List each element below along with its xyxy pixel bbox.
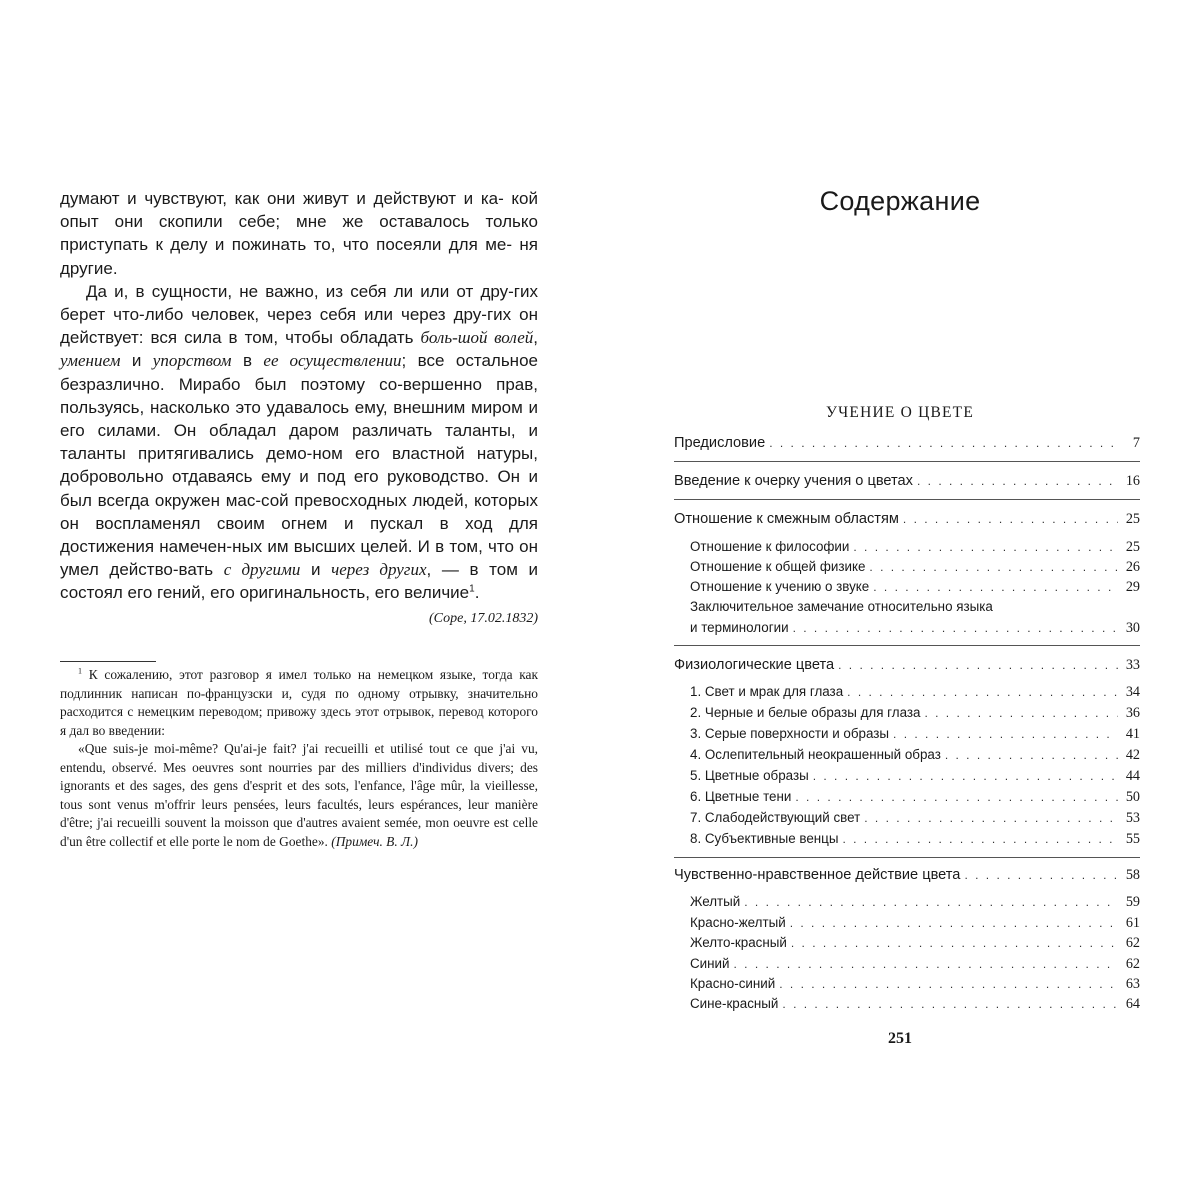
toc-entry[interactable] [690,956,1140,973]
toc-page: 64 [1125,996,1140,1012]
toc-page: 63 [1125,976,1140,992]
toc-label: 3. Серые поверхности и образы [690,726,890,741]
toc-leader [924,706,1118,720]
toc-entry[interactable] [690,831,1140,848]
toc-label: Желтый [690,894,741,909]
toc-page: 7 [1132,435,1140,451]
toc-leader [790,916,1118,930]
toc-label: Физиологические цвета [674,657,835,673]
footnote-note: (Примеч. В. Л.) [327,833,418,849]
line: кой опыт они скопили себе; мне же оставалось только [60,189,538,232]
toc-page: 50 [1125,789,1140,805]
toc-divider [674,645,1140,646]
toc-label: Чувственно-нравственное действие цвета [674,867,961,883]
toc-leader [779,977,1118,991]
toc-leader [744,895,1118,909]
text-run: и [300,560,332,580]
text-run: , — в том и состоял его гений, его оригинальность, его величие [60,560,538,603]
toc-divider [674,857,1140,858]
line: думают и чувствуют, как они живут и действуют и ка- [60,189,504,208]
toc-leader [903,512,1118,526]
text-run: ; все остальное безразлично. Мирабо был поэтому со-вершенно прав, пользуясь, насколько это удавалось ему, внешним миром и его силами. Он обладал даром различать таланты, и таланты притягивались демо-ном его властной натуры, добровольно отдаваясь ему и под его руководство. Он и был всегда окружен мас-сой превосходных людей, которых он воспламенял своим огнем и пускал в ход для достижения намечен-ных им высших целей. И в том, что он умел действо-вать [60,351,538,580]
italic-run: умением [60,351,121,371]
toc-label: Отношение к учению о звуке [690,579,870,594]
toc-label: Сине-красный [690,996,779,1011]
toc-leader [791,936,1118,950]
toc-label: 6. Цветные тени [690,789,792,804]
toc-label: 7. Слабодействующий свет [690,810,861,825]
toc-label: Предисловие [674,435,766,451]
toc-label: Желто-красный [690,935,787,950]
footnote-paragraph-1 [60,666,538,740]
toc-page: 55 [1125,831,1140,847]
footnote-ref[interactable]: 1 [469,583,475,595]
toc-leader [853,540,1118,554]
toc-label: 1. Свет и мрак для глаза [690,684,844,699]
body-text [60,187,538,630]
toc-entry[interactable] [690,579,1140,596]
toc-page: 26 [1125,559,1140,575]
toc-page: 42 [1125,747,1140,763]
paragraph-1 [60,187,538,280]
page-title: Содержание [819,186,981,216]
toc-leader [842,832,1118,846]
toc-entry[interactable] [690,935,1140,952]
toc-page: 30 [1125,620,1140,636]
toc-page: 29 [1125,579,1140,595]
footnote-mark: 1 [78,666,82,676]
toc-page: 62 [1125,935,1140,951]
toc-label: Красно-желтый [690,915,786,930]
footnote-divider [60,661,156,662]
toc-page: 36 [1125,705,1140,721]
toc-leader [813,769,1118,783]
toc-entry[interactable] [690,747,1140,764]
toc-page: 25 [1125,511,1140,527]
text-run: , [533,328,538,348]
toc-entry[interactable] [690,726,1140,743]
toc-label: 4. Ослепительный неокрашенный образ [690,747,941,762]
footnote-text: К сожалению, этот разговор я имел только на немецком языке, тогда как подлинник написан по-французски и, судя по одному отрывку, значительно расходится с немецким переводом; привожу здесь этот отрывок, перевод которого я дал во введении: [60,667,538,738]
toc-entry[interactable] [674,435,1140,452]
text-run: Да и, в сущности, не важно, из себя ли или от дру-гих берет что-либо человек, через себя или через дру-гих он действует: вся сила в том, чтобы обладать [60,281,538,348]
italic-run: через других [331,560,427,580]
italic-run: с другими [223,560,301,580]
toc-page: 25 [1125,539,1140,555]
text-run: и [120,351,153,371]
footnote [60,666,538,851]
toc-entry[interactable] [690,976,1140,993]
source-citation: (Соре, 17.02.1832) [429,610,538,626]
toc-label: Отношение к философии [690,539,850,554]
toc-label: 8. Субъективные венцы [690,831,839,846]
toc-divider [674,499,1140,500]
toc-entry[interactable] [690,620,1140,637]
text-run: в [231,351,264,371]
toc-entry[interactable] [690,996,1140,1013]
toc-leader [847,685,1118,699]
toc-page: 59 [1125,894,1140,910]
toc-leader [917,474,1118,488]
toc-label: Синий [690,956,730,971]
toc-label: Отношение к смежным областям [674,511,899,527]
toc-entry[interactable] [690,705,1140,722]
toc-divider [674,461,1140,462]
italic-run: ее осуществлении [263,351,402,371]
toc-label: Введение к очерку учения о цветах [674,473,913,489]
toc-entry[interactable] [674,511,1140,528]
toc-label: 2. Черные и белые образы для глаза [690,705,921,720]
toc-label: Красно-синий [690,976,776,991]
italic-run: упорством [152,351,232,371]
toc-leader [838,658,1118,672]
toc-page: 34 [1125,684,1140,700]
right-page [600,0,1200,1200]
toc-leader [793,621,1118,635]
line: ня другие. [60,235,538,278]
toc-label: 5. Цветные образы [690,768,809,783]
toc-entry[interactable] [690,684,1140,701]
toc-label: и терминологии [690,620,789,635]
toc-entry[interactable] [690,810,1140,827]
toc-entry[interactable] [690,915,1140,932]
toc-page: 44 [1125,768,1140,784]
italic-run: боль-шой волей [420,328,534,348]
page-number: 251 [888,1030,912,1047]
toc-page: 41 [1125,726,1140,742]
toc-page: 61 [1125,915,1140,931]
toc-leader [734,957,1118,971]
footnote-paragraph-2 [60,740,538,851]
toc-label: Отношение к общей физике [690,559,866,574]
toc-entry[interactable] [674,473,1140,490]
toc-page: 16 [1125,473,1140,489]
toc-label-continued[interactable]: Заключительное замечание относительно языка [690,599,993,614]
toc-entry[interactable] [690,559,1140,576]
toc-entry[interactable] [690,894,1140,911]
toc-leader [864,811,1118,825]
toc-page: 58 [1125,867,1140,883]
toc-entry[interactable] [674,867,1140,884]
toc-page: 33 [1125,657,1140,673]
toc-leader [869,560,1118,574]
toc-leader [964,868,1118,882]
toc-entry[interactable] [690,539,1140,556]
section-title: УЧЕНИЕ О ЦВЕТЕ [825,404,975,421]
toc-page: 62 [1125,956,1140,972]
footnote-quote: «Que suis-je moi-même? Qu'ai-je fait? j'ai recueilli et utilisé tout ce que j'ai vu, entendu, observé. Mes oeuvres sont nourries par des milliers d'individus divers; des ignorants et des sages, des gens d'esprit et des sots, l'enfance, l'âge mûr, la vieillesse, tous sont venus m'offrir leurs pensées, leurs facultés, leurs espérances, leur manière d'être; j'ai recueilli souvent la moisson que d'autres avaient semée, mon oeuvre est celle d'un être collectif et elle porte le nom de Goethe». [60,741,538,849]
toc-leader [769,436,1118,450]
toc-entry[interactable] [690,789,1140,806]
toc-leader [893,727,1118,741]
toc-entry[interactable] [690,768,1140,785]
paragraph-2 [60,280,538,605]
toc-leader [782,997,1118,1011]
toc-leader [945,748,1118,762]
text-run: . [474,583,480,603]
toc-entry[interactable] [674,657,1140,674]
line: приступать к делу и пожинать то, что посеяли для ме- [60,235,512,255]
toc-leader [873,580,1118,594]
toc-page: 53 [1125,810,1140,826]
toc-leader [795,790,1118,804]
